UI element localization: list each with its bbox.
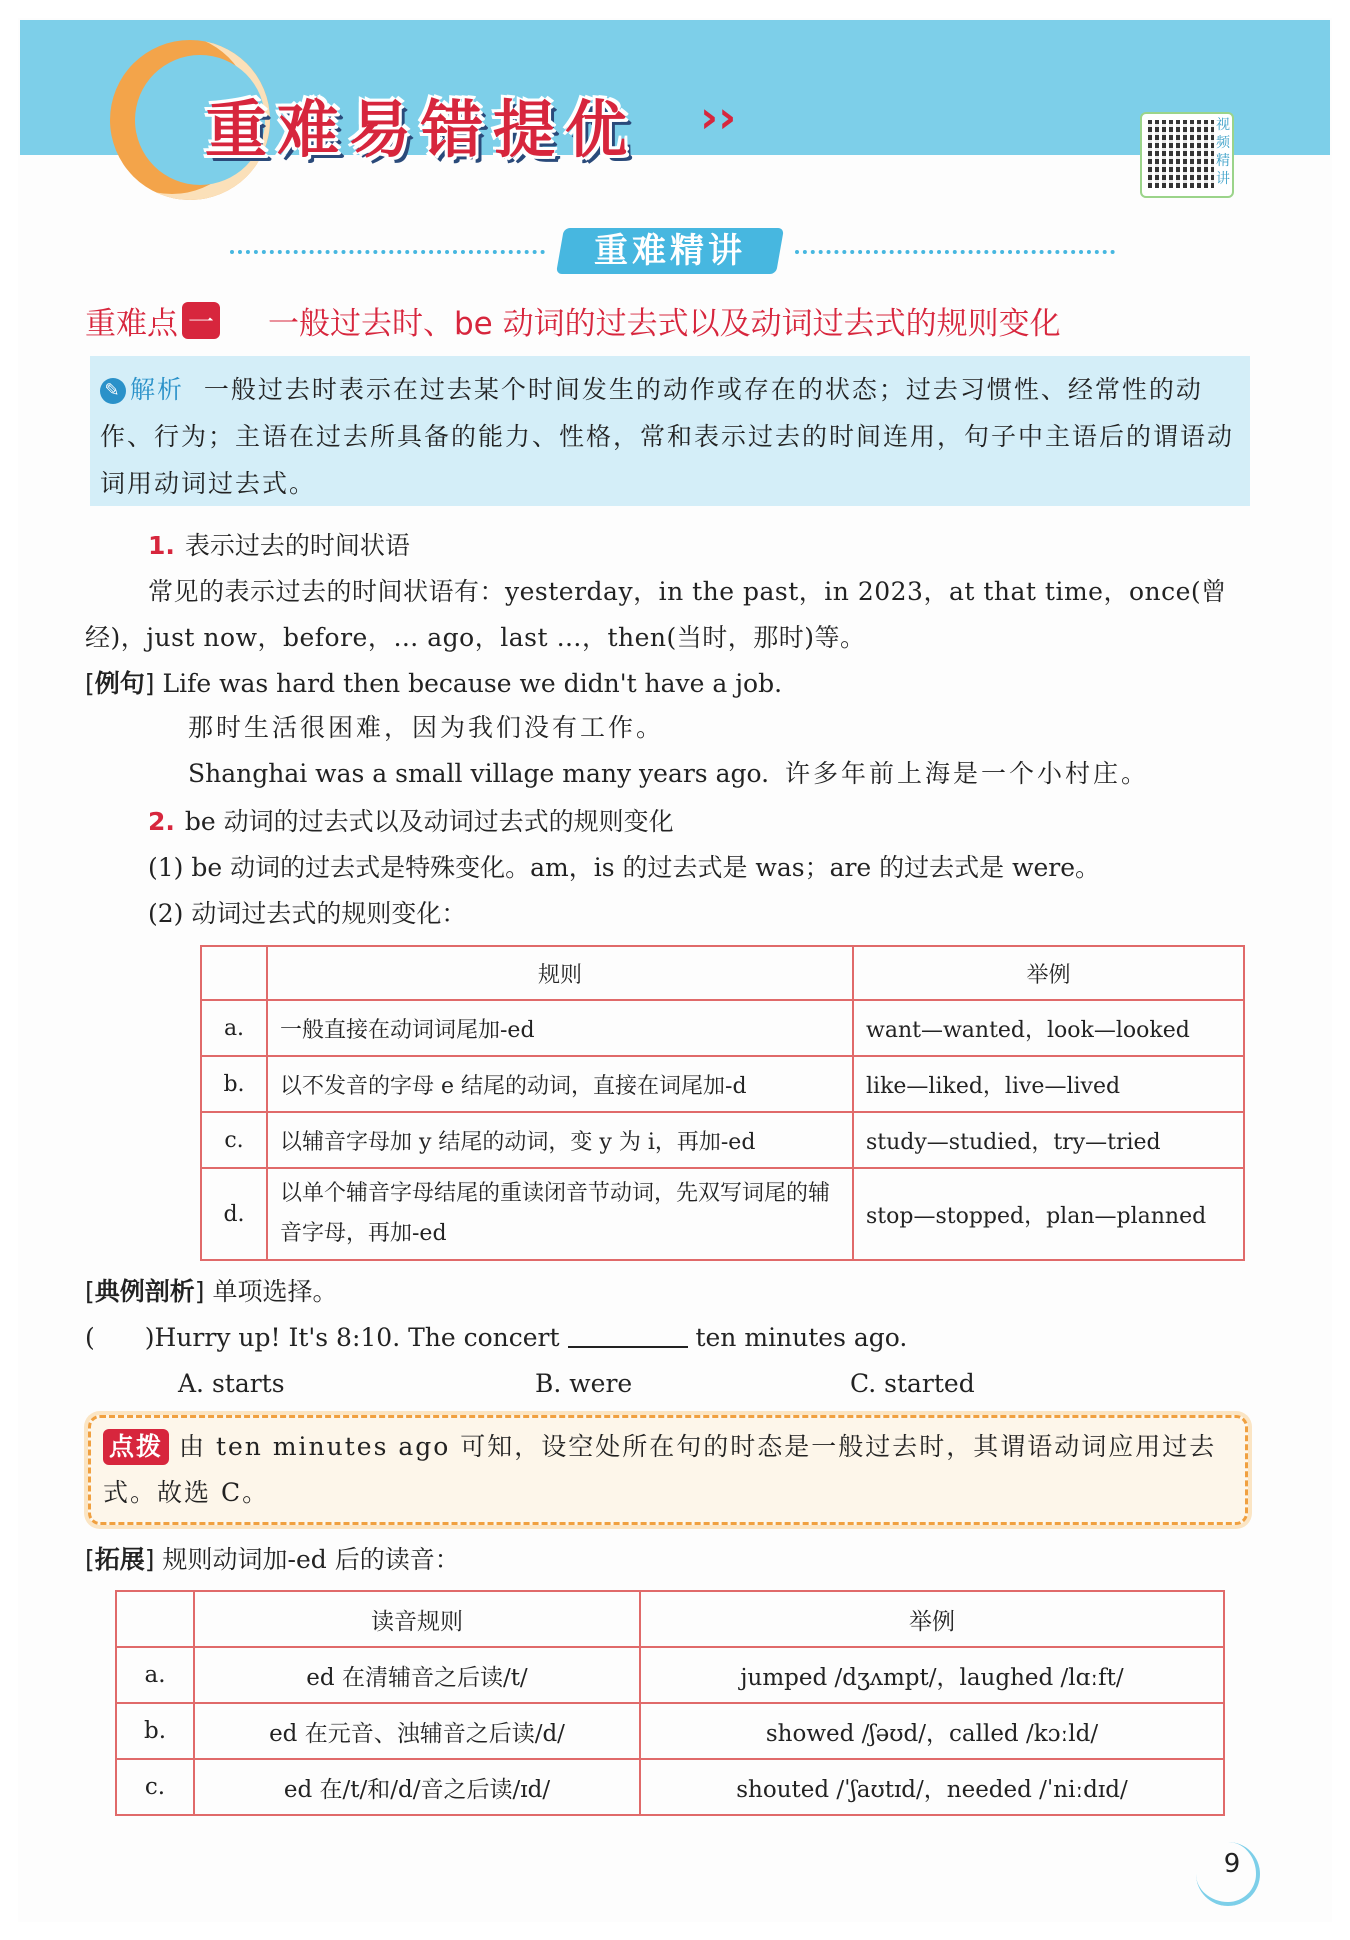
section-label: 重难精讲 — [594, 231, 746, 271]
point1-heading — [148, 526, 410, 566]
table-cell: stop—stopped，plan—planned — [853, 1168, 1244, 1260]
extension-line — [85, 1540, 460, 1580]
extension-tag: [拓展] — [85, 1545, 155, 1574]
table-header: 举例 — [640, 1591, 1224, 1647]
table-header: 读音规则 — [194, 1591, 640, 1647]
table-cell: a. — [116, 1647, 194, 1703]
dotted-divider-left — [230, 250, 545, 254]
tip-box — [88, 1415, 1248, 1525]
example-zh1: 那时生活很困难，因为我们没有工作。 — [188, 713, 665, 742]
table-header: 举例 — [853, 946, 1244, 1000]
exercise-question — [85, 1318, 907, 1358]
pencil-icon: ✎ — [100, 378, 126, 404]
chevron-right-icon: ›› — [700, 92, 737, 143]
option-a[interactable]: A. starts — [178, 1369, 285, 1398]
table-cell: a. — [201, 1000, 267, 1056]
table-row — [116, 1647, 1224, 1703]
topic-label — [85, 298, 220, 343]
example-line3 — [188, 754, 1149, 794]
analysis-text: 一般过去时表示在过去某个时间发生的动作或存在的状态；过去习惯性、经常性的动作、行为；主语在过去所具备的能力、性格，常和表示过去的时间连用，句子中主语后的谓语动词用动词过去式。 — [100, 375, 1235, 498]
point1-number: 1. — [148, 531, 175, 560]
table-row — [116, 1703, 1224, 1759]
table-cell: c. — [201, 1112, 267, 1168]
point1-line1: 常见的表示过去的时间状语有：yesterday，in the past，in 2023，at that time，once(曾 — [148, 577, 1227, 606]
point2-number: 2. — [148, 807, 175, 836]
table-cell: 以不发音的字母 e 结尾的动词，直接在词尾加-d — [267, 1056, 853, 1112]
table-header — [116, 1591, 194, 1647]
section-label-badge — [556, 228, 784, 274]
analysis-box — [90, 356, 1250, 506]
topic-title: 一般过去时、be 动词的过去式以及动词过去式的规则变化 — [268, 306, 1061, 342]
point2-title: be 动词的过去式以及动词过去式的规则变化 — [184, 807, 674, 836]
point2-sub1: (1) be 动词的过去式是特殊变化。am，is 的过去式是 was；are 的过去式是 were。 — [148, 853, 1101, 882]
example-en1: Life was hard then because we didn't have a job. — [162, 669, 783, 698]
topic-prefix: 重难点 — [85, 306, 178, 342]
point2-sub2: (2) 动词过去式的规则变化： — [148, 899, 467, 928]
analysis-tag-label: 解析 — [130, 375, 185, 404]
table-cell: c. — [116, 1759, 194, 1815]
table-cell: like—liked，live—lived — [853, 1056, 1244, 1112]
analysis-tag — [100, 375, 184, 404]
table-cell: d. — [201, 1168, 267, 1260]
answer-blank[interactable] — [568, 1320, 688, 1348]
table-cell: want—wanted，look—looked — [853, 1000, 1244, 1056]
table-row — [201, 1112, 1244, 1168]
qr-code-icon — [1148, 120, 1214, 188]
question-text-b: ten minutes ago. — [695, 1323, 908, 1352]
table-cell: b. — [201, 1056, 267, 1112]
dotted-divider-right — [795, 250, 1115, 254]
page-number: 9 — [1223, 1849, 1241, 1879]
table-row — [201, 1000, 1244, 1056]
table-cell: 一般直接在动词词尾加-ed — [267, 1000, 853, 1056]
topic-number: 一 — [182, 302, 220, 339]
example-en2: Shanghai was a small village many years ago. — [188, 759, 770, 788]
example-line1 — [85, 664, 782, 704]
tip-tag: 点拨 — [103, 1429, 169, 1465]
extension-text: 规则动词加-ed 后的读音： — [162, 1545, 460, 1574]
table-header: 规则 — [267, 946, 853, 1000]
banner-title: 重难易错提优 — [205, 93, 638, 166]
point1-line2: 经)，just now，before，… ago，last …，then(当时，那时)等。 — [85, 623, 866, 652]
answer-paren[interactable]: ( ) — [85, 1323, 155, 1352]
table-row — [201, 1168, 1244, 1260]
tip-text: 由 ten minutes ago 可知，设空处所在句的时态是一般过去时，其谓语动词应用过去式。故选 C。 — [103, 1432, 1217, 1507]
table-cell: b. — [116, 1703, 194, 1759]
table-cell: showed /ʃəʊd/，called /kɔːld/ — [640, 1703, 1224, 1759]
qr-label: 视频精讲 — [1216, 117, 1230, 187]
table-row — [116, 1759, 1224, 1815]
table-cell: shouted /ˈʃaʊtɪd/，needed /ˈniːdɪd/ — [640, 1759, 1224, 1815]
option-b[interactable]: B. were — [535, 1369, 633, 1398]
table-header — [201, 946, 267, 1000]
question-text-a: Hurry up! It's 8:10. The concert — [154, 1323, 560, 1352]
exercise-tag: [典例剖析] — [85, 1277, 205, 1306]
table-cell: study—studied，try—tried — [853, 1112, 1244, 1168]
point1-title: 表示过去的时间状语 — [184, 531, 410, 560]
example-zh2: 许多年前上海是一个小村庄。 — [784, 759, 1149, 788]
table-cell: ed 在元音、浊辅音之后读/d/ — [194, 1703, 640, 1759]
table-cell: ed 在/t/和/d/音之后读/ɪd/ — [194, 1759, 640, 1815]
exercise-instruction: 单项选择。 — [212, 1277, 338, 1306]
rules-table — [200, 945, 1245, 1261]
section-header — [230, 228, 1120, 278]
table-header-row — [201, 946, 1244, 1000]
point2-heading — [148, 802, 674, 842]
table-header-row — [116, 1591, 1224, 1647]
qr-code[interactable] — [1140, 112, 1234, 198]
table-cell: ed 在清辅音之后读/t/ — [194, 1647, 640, 1703]
option-c[interactable]: C. started — [850, 1369, 975, 1398]
table-cell: 以单个辅音字母结尾的重读闭音节动词，先双写词尾的辅音字母，再加-ed — [267, 1168, 853, 1260]
table-cell: jumped /dʒʌmpt/，laughed /lɑːft/ — [640, 1647, 1224, 1703]
pronunciation-table — [115, 1590, 1225, 1816]
table-row — [201, 1056, 1244, 1112]
table-cell: 以辅音字母加 y 结尾的动词，变 y 为 i，再加-ed — [267, 1112, 853, 1168]
exercise-header — [85, 1272, 338, 1312]
example-tag: [例句] — [85, 669, 155, 698]
